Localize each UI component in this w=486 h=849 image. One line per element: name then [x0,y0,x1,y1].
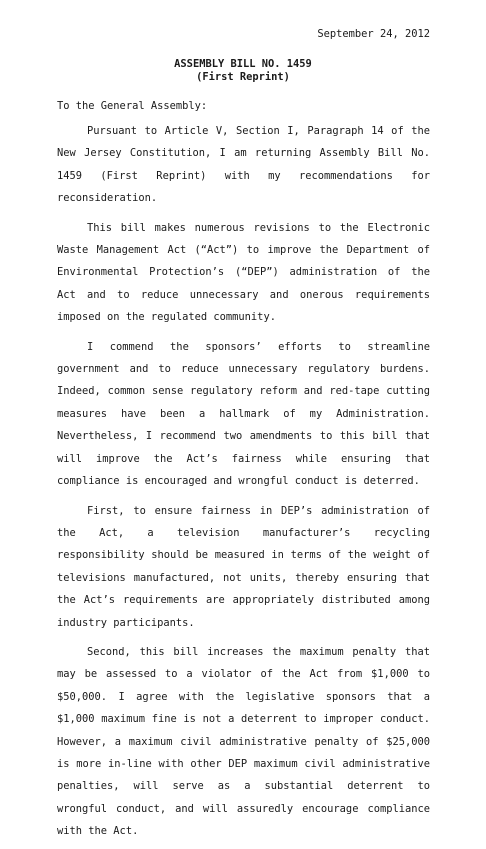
letter-date: September 24, 2012 [317,28,430,40]
paragraph-commendation: I commend the sponsors’ efforts to streamline government and to reduce unnecessary regulatory burdens. Indeed, common sense regulatory reform and red-tape cutting measures have been a hallmark of my Administration. Nevertheless, I recommend two amendments to this bill that will improve the Act’s fairness while ensuring that compliance is encouraged and wrongful conduct is deterred. [57,340,430,488]
bill-title: ASSEMBLY BILL NO. 1459 [174,58,312,70]
paragraph-first-amendment: First, to ensure fairness in DEP’s administration of the Act, a television manufacturer’s recycling responsibility should be measured in terms of the weight of televisions manufactured, not units, thereby ensuring that the Act’s requirements are appropriately distributed among industry participants. [57,504,430,629]
bill-heading [0,58,486,84]
letter-body [57,120,430,849]
salutation: To the General Assembly: [57,100,208,112]
paragraph-second-amendment: Second, this bill increases the maximum penalty that may be assessed to a violator of the Act from $1,000 to $50,000. I agree with the legislative sponsors that a $1,000 maximum fine is not a deterrent to improper conduct. However, a maximum civil administrative penalty of $25,000 is more in-line with other DEP maximum civil administrative penalties, will serve as a substantial deterrent to wrongful conduct, and will assuredly encourage compliance with the Act. [57,645,430,838]
paragraph-intro: Pursuant to Article V, Section I, Paragraph 14 of the New Jersey Constitution, I am returning Assembly Bill No. 1459 (First Reprint) with my recommendations for reconsideration. [57,125,430,205]
paragraph-summary: This bill makes numerous revisions to the Electronic Waste Management Act (“Act”) to improve the Department of Environmental Protection’s (“DEP”) administration of the Act and to reduce unnecessary and onerous requirements imposed on the regulated community. [57,221,430,324]
bill-subtitle: (First Reprint) [196,71,290,83]
